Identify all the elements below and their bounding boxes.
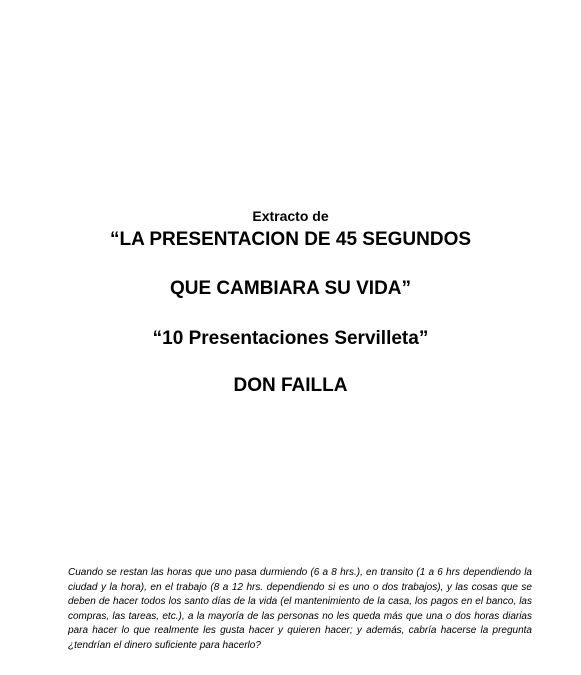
author-name: DON FAILLA — [233, 375, 348, 396]
book-title-line-1: “LA PRESENTACION DE 45 SEGUNDOS — [109, 229, 472, 250]
extract-label: Extracto de — [252, 208, 329, 224]
book-title-line-2: QUE CAMBIARA SU VIDA” — [169, 278, 412, 299]
book-subtitle: “10 Presentaciones Servilleta” — [152, 328, 429, 349]
intro-paragraph: Cuando se restan las horas que uno pasa durmiendo (6 a 8 hrs.), en transito (1 a 6 hrs dependiendo la ciudad y la hora), en el trabajo (8 a 12 hrs. dependiendo si es uno o dos trabajos), y las cosas que se deben de hacer todos los santo días de la vida (el mantenimiento de la casa, los pagos en el banco, las compras, las tareas, etc.), a la mayoría de las personas no les queda más que una o dos horas diarias para hacer lo que realmente les gusta hacer y quieren hacer; y además, cabría hacerse la pregunta ¿tendrían el dinero suficiente para hacerlo? — [68, 567, 532, 651]
